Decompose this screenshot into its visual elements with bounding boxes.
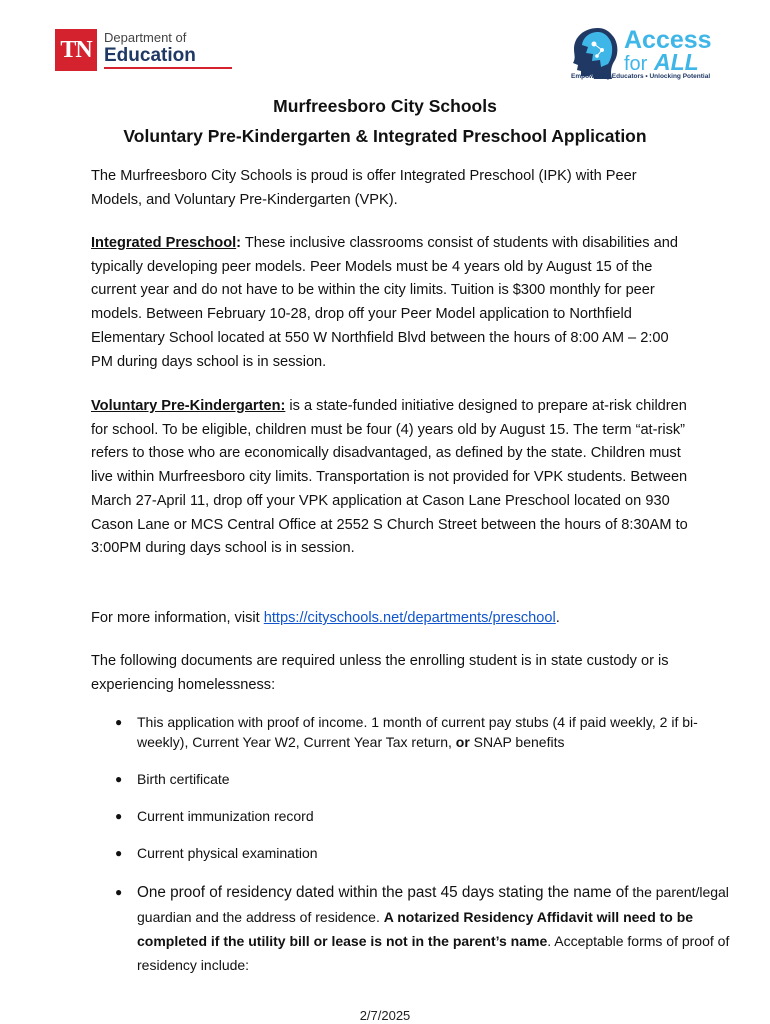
list-item-application-income — [115, 712, 730, 752]
intro-text: The Murfreesboro City Schools is proud is offer Integrated Preschool (IPK) with Peer Models, and Voluntary Pre-Kindergarten (VPK). — [91, 168, 637, 208]
item5-lead: One proof of residency dated within the past 45 days stating the name of — [137, 884, 629, 901]
required-documents-list — [115, 712, 730, 977]
bullet-icon: ● — [115, 715, 123, 729]
docs-intro-text: The following documents are required unless the enrolling student is in state custody or is experiencing homelessness: — [91, 653, 669, 693]
vpk-text: is a state-funded initiative designed to prepare at-risk children for school. To be eligible, children must be four (4) years old by August 15. The term “at-risk” refers to those who are economically disadvantaged, as defined by the state. Children must live within Murfreesboro city limits. Transportation is not provided for VPK students. Between March 27-April 11, drop off your VPK application at Cason Lane Preschool located on 930 Cason Lane or MCS Central Office at 2552 S Church Street between the hours of 8:30AM to 3:00PM during days school is in session. — [91, 398, 688, 557]
ipk-paragraph — [91, 232, 691, 374]
item1-bold: or — [455, 734, 470, 750]
list-item-physical-exam — [115, 843, 730, 863]
item5-bold: A notarized Residency Affidavit will need to be completed if the utility bill or lease is not in the parent’s name — [137, 909, 694, 949]
for-word: for — [624, 53, 648, 75]
item5-text: the parent/legal guardian and the address of residence. — [137, 884, 729, 925]
item5-end: . Acceptable forms of proof of residency include: — [137, 933, 730, 973]
more-info-paragraph — [91, 607, 691, 631]
more-info-prefix: For more information, visit — [91, 610, 264, 626]
bullet-icon: ● — [115, 772, 123, 786]
tn-logo-underline — [104, 67, 232, 69]
document-title-school: Murfreesboro City Schools — [273, 96, 497, 116]
item1-text: This application with proof of income. 1 month of current pay stubs (4 if paid weekly, 2 if bi-weekly), Current Year W2, Current Year Tax return, — [137, 714, 698, 750]
intro-paragraph — [91, 165, 691, 212]
bullet-icon: ● — [115, 809, 123, 823]
footer-date: 2/7/2025 — [359, 1008, 411, 1023]
list-item-immunization-record — [115, 806, 730, 826]
tn-logo-box: TN — [55, 29, 97, 71]
all-word: ALL — [654, 49, 699, 75]
tn-education-logo — [55, 29, 232, 71]
tn-logo-education: Education — [104, 45, 196, 66]
preschool-website-link[interactable]: https://cityschools.net/departments/preschool — [263, 610, 556, 626]
bullet-icon: ● — [115, 846, 123, 860]
more-info-suffix: . — [555, 610, 560, 626]
access-word: Access — [624, 26, 712, 54]
tn-logo-dept: Department of — [104, 30, 187, 45]
access-tagline: Empowering Educators • Unlocking Potential — [571, 73, 711, 80]
required-documents-intro — [91, 650, 691, 697]
ipk-label: Integrated Preschool — [91, 235, 237, 251]
ipk-colon: : — [236, 235, 242, 251]
item3-text: Current immunization record — [137, 808, 314, 824]
list-item-birth-certificate — [115, 769, 730, 789]
vpk-paragraph — [91, 395, 691, 561]
item4-text: Current physical examination — [137, 845, 318, 861]
head-profile-icon — [568, 26, 620, 80]
access-for-all-logo — [568, 26, 718, 82]
list-item-proof-of-residency — [115, 880, 730, 977]
vpk-label: Voluntary Pre-Kindergarten: — [91, 398, 286, 414]
bullet-icon: ● — [115, 885, 123, 899]
item2-text: Birth certificate — [137, 771, 230, 787]
ipk-text: These inclusive classrooms consist of students with disabilities and typically developing peer models. Peer Models must be 4 years old by August 15 of the current year and do not have to be within the city limits. Tuition is $300 monthly for peer models. Between February 10-28, drop off your Peer Model application to Northfield Elementary School located at 550 W Northfield Blvd between the hours of 8:00 AM – 2:00 PM during days school is in session. — [91, 235, 678, 370]
item1-end: SNAP benefits — [469, 734, 565, 750]
document-title-application: Voluntary Pre-Kindergarten & Integrated Preschool Application — [123, 126, 647, 146]
